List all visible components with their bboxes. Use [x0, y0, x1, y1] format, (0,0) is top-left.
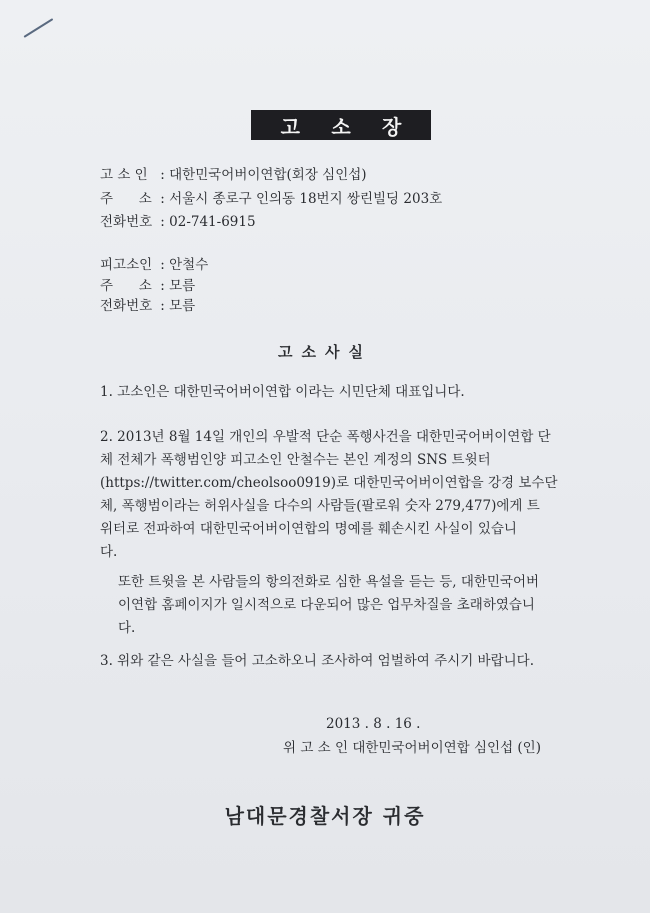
- fact-line: 또한 트윗을 본 사람들의 항의전화로 심한 욕설을 듣는 등, 대한민국어버: [118, 574, 540, 590]
- complainant-name-row: 고 소 인 : 대한민국어버이연합(회장 심인섭): [100, 167, 367, 183]
- field-label: 주 소: [100, 278, 152, 294]
- fact-item-3: 3. 위와 같은 사실을 들어 고소하오니 조사하여 엄벌하여 주시기 바랍니다.: [100, 653, 534, 669]
- title-char: 고: [280, 114, 300, 139]
- accused-address-row: 주 소 : 모름: [100, 278, 196, 294]
- addressee: 남대문경찰서장 귀중: [224, 804, 426, 828]
- accused-phone: 모름: [169, 298, 196, 314]
- fact-line: 다.: [100, 544, 118, 560]
- document-title: [251, 110, 431, 140]
- accused-name-row: 피고소인 : 안철수: [100, 257, 209, 273]
- fact-item-2: [100, 426, 562, 564]
- complainant-phone-row: 전화번호 : 02-741-6915: [100, 214, 256, 230]
- fact-line: 체, 폭행범이라는 허위사실을 다수의 사람들(팔로워 숫자 279,477)에게 트: [100, 498, 540, 514]
- fact-line: 다.: [118, 620, 136, 636]
- pen-mark: [23, 18, 53, 38]
- signature-line: 위 고 소 인 대한민국어버이연합 심인섭 (인): [283, 740, 541, 756]
- fact-item-2-followup: [118, 571, 562, 640]
- complainant-address: 서울시 종로구 인의동 18번지 쌍린빌딩 203호: [169, 191, 443, 207]
- accused-name: 안철수: [169, 257, 209, 273]
- facts-heading: 고소사실: [278, 343, 372, 361]
- fact-line: 체 전체가 폭행범인양 피고소인 안철수는 본인 계정의 SNS 트윗터: [100, 452, 491, 468]
- document-date: 2013 . 8 . 16 .: [326, 716, 421, 732]
- complainant-phone: 02-741-6915: [169, 214, 256, 230]
- title-char: 장: [381, 114, 402, 139]
- fact-item-1: 1. 고소인은 대한민국어버이연합 이라는 시민단체 대표입니다.: [100, 384, 465, 400]
- fact-line: 위터로 전파하여 대한민국어버이연합의 명예를 훼손시킨 사실이 있습니: [100, 521, 517, 537]
- complainant-address-row: 주 소 : 서울시 종로구 인의동 18번지 쌍린빌딩 203호: [100, 191, 443, 207]
- accused-address: 모름: [169, 278, 196, 294]
- fact-line: (https://twitter.com/cheolsoo0919)로 대한민국어버이연합을 강경 보수단: [100, 475, 558, 491]
- field-label: 전화번호: [100, 214, 153, 230]
- field-label: 피고소인: [100, 257, 153, 273]
- field-label: 고 소 인: [100, 167, 148, 183]
- accused-phone-row: 전화번호 : 모름: [100, 298, 196, 314]
- fact-line: 2. 2013년 8월 14일 개인의 우발적 단순 폭행사건을 대한민국어버이연합 단: [100, 429, 551, 445]
- fact-line: 이연합 홈페이지가 일시적으로 다운되어 많은 업무차질을 초래하였습니: [118, 597, 535, 613]
- complainant-name: 대한민국어버이연합(회장 심인섭): [169, 167, 367, 183]
- field-label: 주 소: [100, 191, 152, 207]
- field-label: 전화번호: [100, 298, 153, 314]
- title-char: 소: [331, 114, 351, 139]
